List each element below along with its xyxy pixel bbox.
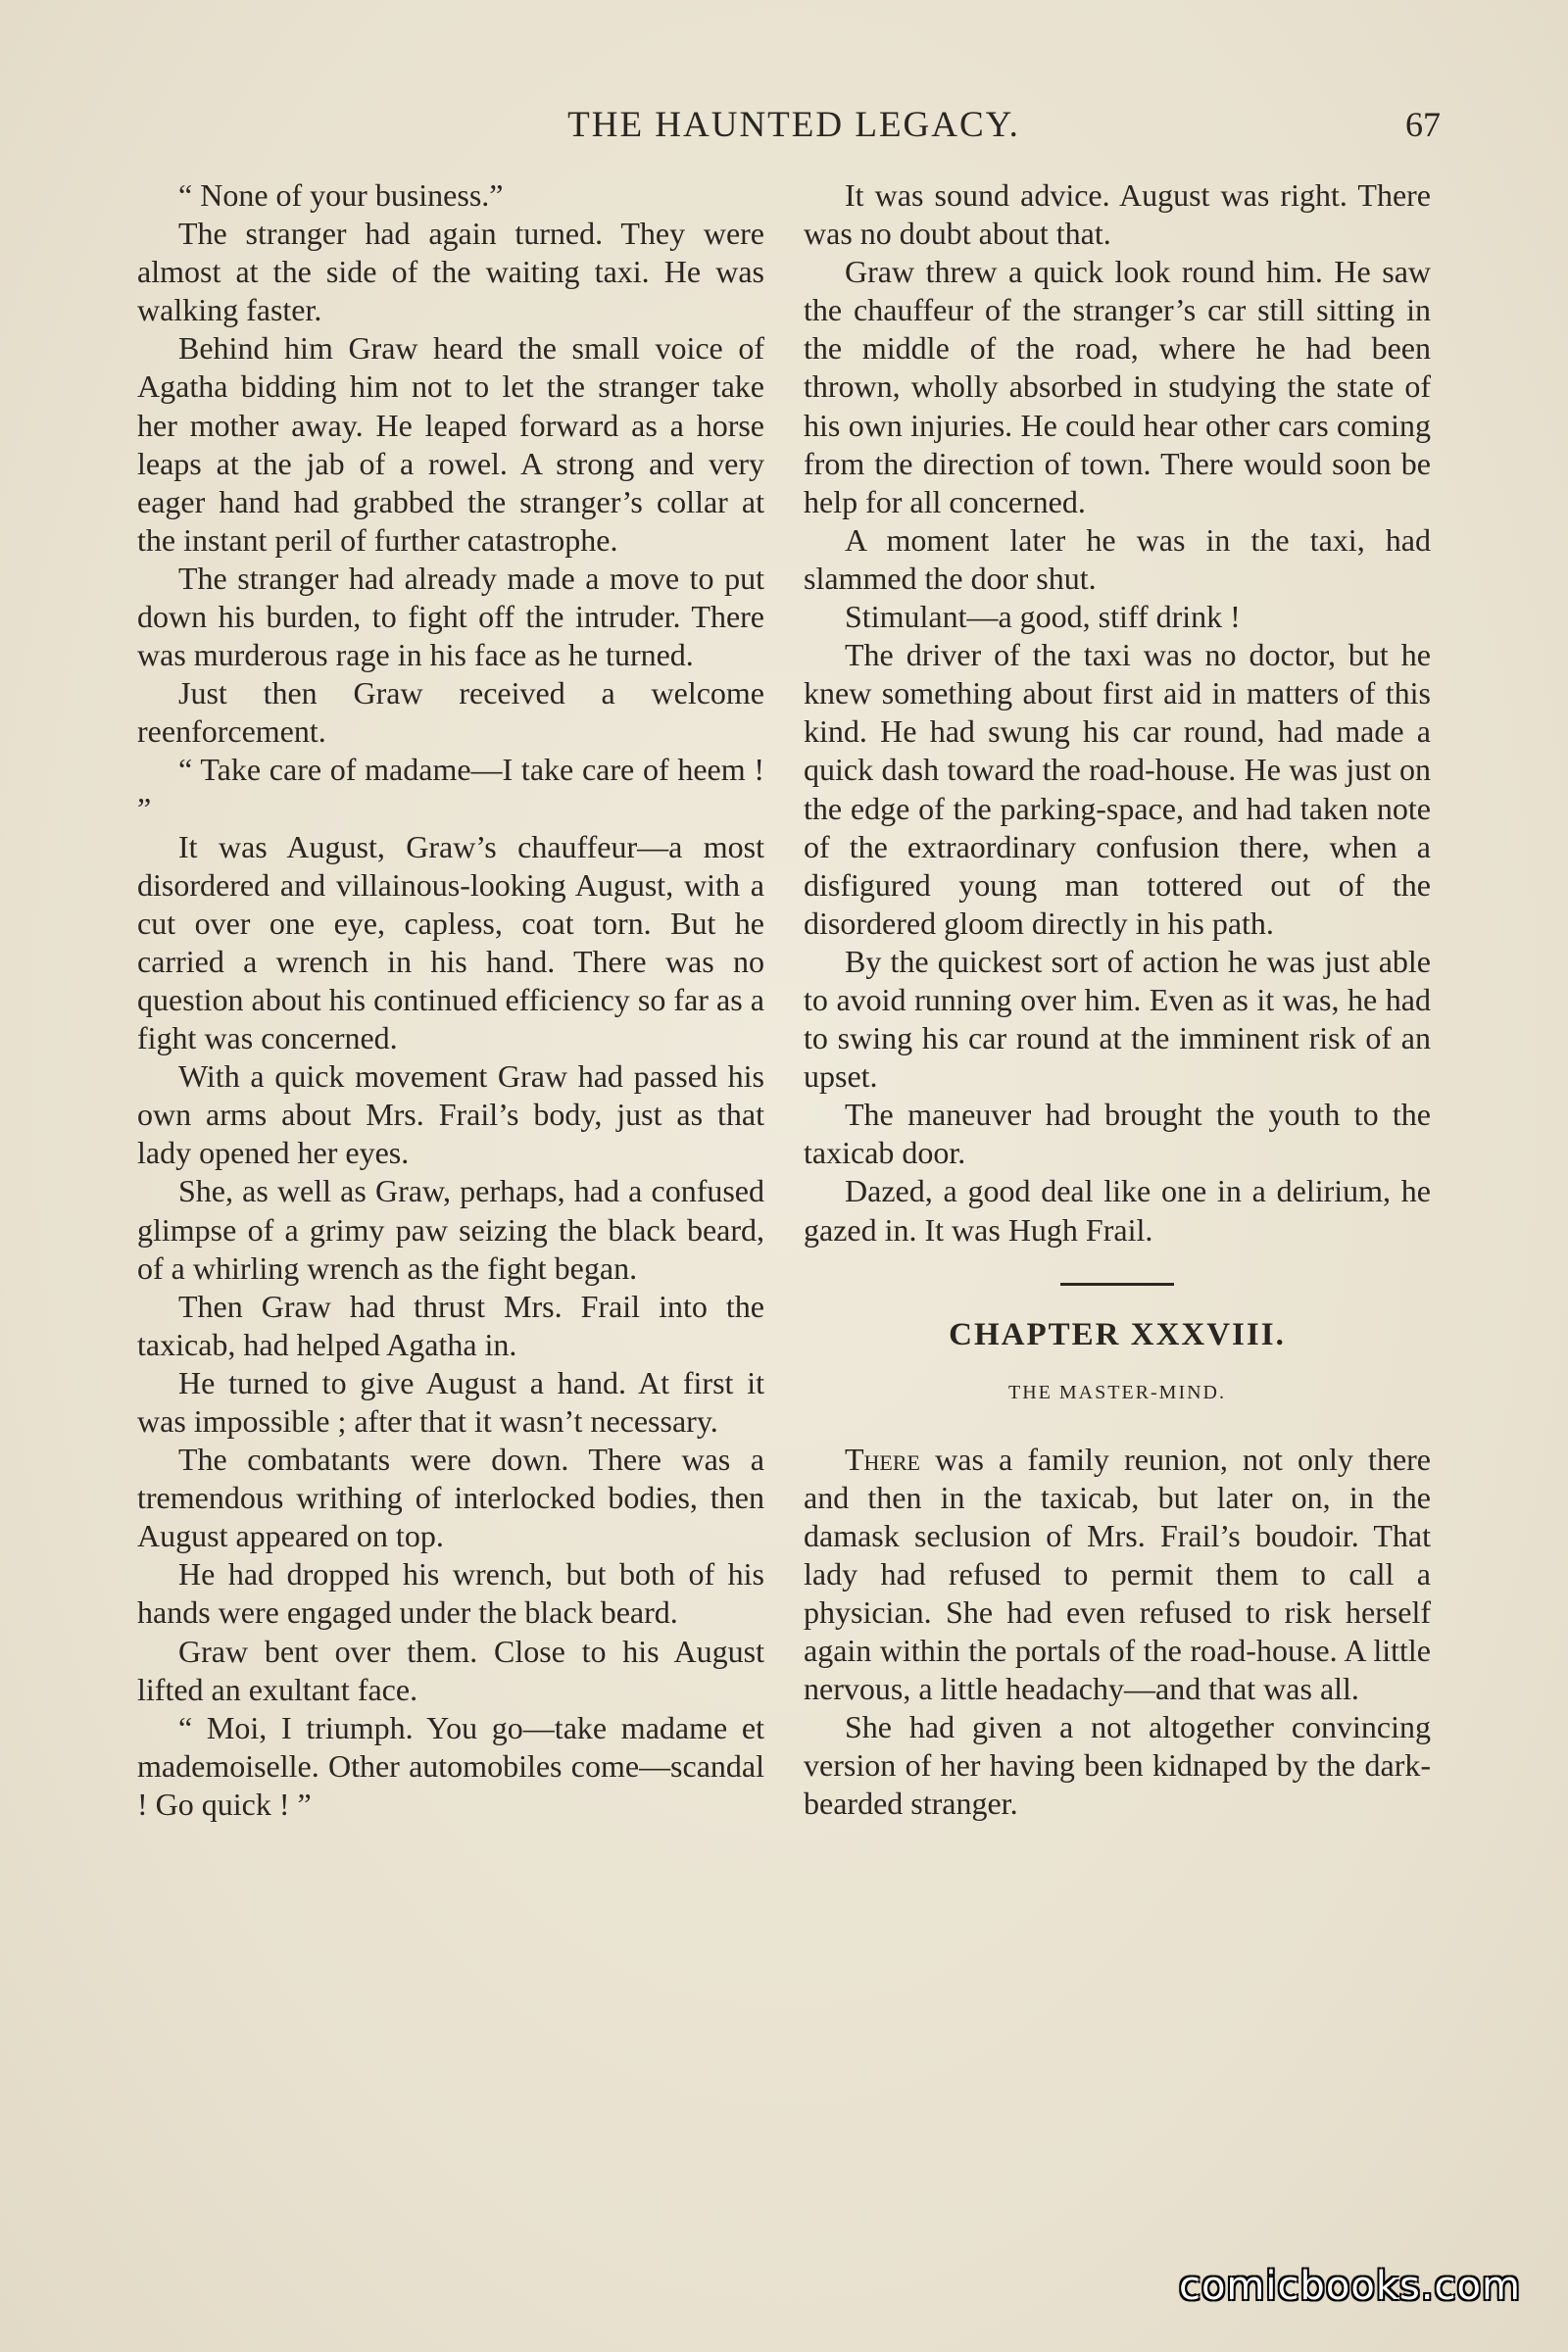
paragraph: He had dropped his wrench, but both of his hands were engaged under the black beard. — [137, 1556, 764, 1631]
paragraph: The stranger had again turned. They were almost at the side of the waiting taxi. He was walking faster. — [137, 216, 764, 328]
paragraph: The maneuver had brought the youth to the taxicab door. — [804, 1097, 1431, 1171]
paragraph: She, as well as Graw, perhaps, had a confused glimpse of a grimy paw seizing the black beard, of a whirling wrench as the fight began. — [137, 1173, 764, 1286]
paragraph: By the quickest sort of action he was just able to avoid running over him. Even as it was, he had to swing his car round at the imminent risk of an upset. — [804, 943, 1431, 1095]
paragraph: Dazed, a good deal like one in a delirium, he gazed in. It was Hugh Frail. — [804, 1173, 1431, 1248]
paragraph: It was August, Graw’s chauffeur—a most disordered and villainous-looking August, with a cut over one eye, capless, coat torn. But he carried a wrench in his hand. There was no question about his continued efficiency so far as a fight was concerned. — [137, 828, 764, 1056]
paragraph: The combatants were down. There was a tremendous writhing of interlocked bodies, then August appeared on top. — [137, 1442, 764, 1554]
section-divider — [1060, 1283, 1174, 1286]
page-header — [147, 98, 1441, 157]
lead-word: There — [845, 1441, 920, 1477]
chapter-heading: CHAPTER XXXVIII. — [949, 1316, 1286, 1352]
paragraph: With a quick movement Graw had passed his own arms about Mrs. Frail’s body, just as that lady opened her eyes. — [137, 1058, 764, 1171]
right-column — [804, 176, 1431, 1824]
paragraph: Stimulant—a good, stiff drink ! — [845, 599, 1241, 635]
paragraph: The stranger had already made a move to put down his burden, to fight off the intruder. There was murderous rage in his face as he turned. — [137, 560, 764, 673]
paragraph: Graw bent over them. Close to his August lifted an exultant face. — [137, 1633, 764, 1707]
paragraph: He turned to give August a hand. At first it was impossible ; after that it wasn’t necessary. — [137, 1364, 764, 1439]
paragraph: “ None of your business.” — [178, 177, 504, 213]
paragraph-text: was a family reunion, not only there and then in the taxicab, but later on, in the damask seclusion of Mrs. Frail’s boudoir. That lady had refused to permit them to call a physician. She had even refused to risk herself again within the portals of the road-house. A little nervous, a little headachy—and that was all. — [804, 1441, 1431, 1707]
paragraph: “ Moi, I triumph. You go—take madame et mademoiselle. Other automobiles come—scandal ! Go quick ! ” — [137, 1709, 764, 1822]
watermark-logo: comicbooks.com — [1178, 2264, 1521, 2309]
paragraph: Graw threw a quick look round him. He saw the chauffeur of the stranger’s car still sitting in the middle of the road, where he had been thrown, wholly absorbed in studying the state of his own injuries. He could hear other cars coming from the direction of town. There would soon be help for all concerned. — [804, 254, 1431, 519]
chapter-opening-paragraph — [804, 1441, 1431, 1709]
paragraph: “ Take care of madame—I take care of heem ! ” — [137, 752, 764, 826]
paragraph: Behind him Graw heard the small voice of Agatha bidding him not to let the stranger take her mother away. He leaped forward as a horse leaps at the jab of a rowel. A strong and very eager hand had grabbed the stranger’s collar at the instant peril of further catastrophe. — [137, 330, 764, 558]
chapter-subtitle: THE MASTER-MIND. — [1008, 1381, 1226, 1403]
left-column — [137, 176, 764, 1824]
page-number: 67 — [1405, 105, 1441, 144]
paragraph: It was sound advice. August was right. There was no doubt about that. — [804, 177, 1431, 252]
paragraph: The driver of the taxi was no doctor, but he knew something about first aid in matters of this kind. He had swung his car round, had made a quick dash toward the road-house. He was just on the edge of the parking-space, and had taken note of the extraordinary confusion there, when a disfigured young man tottered out of the disordered gloom directly in his path. — [804, 637, 1431, 941]
paragraph: Then Graw had thrust Mrs. Frail into the taxicab, had helped Agatha in. — [137, 1288, 764, 1362]
paragraph: A moment later he was in the taxi, had slammed the door shut. — [804, 521, 1431, 596]
paragraph: Just then Graw received a welcome reenforcement. — [137, 675, 764, 750]
running-title: THE HAUNTED LEGACY. — [567, 105, 1020, 145]
paragraph: She had given a not altogether convincing version of her having been kidnaped by the dark-bearded stranger. — [804, 1709, 1431, 1822]
